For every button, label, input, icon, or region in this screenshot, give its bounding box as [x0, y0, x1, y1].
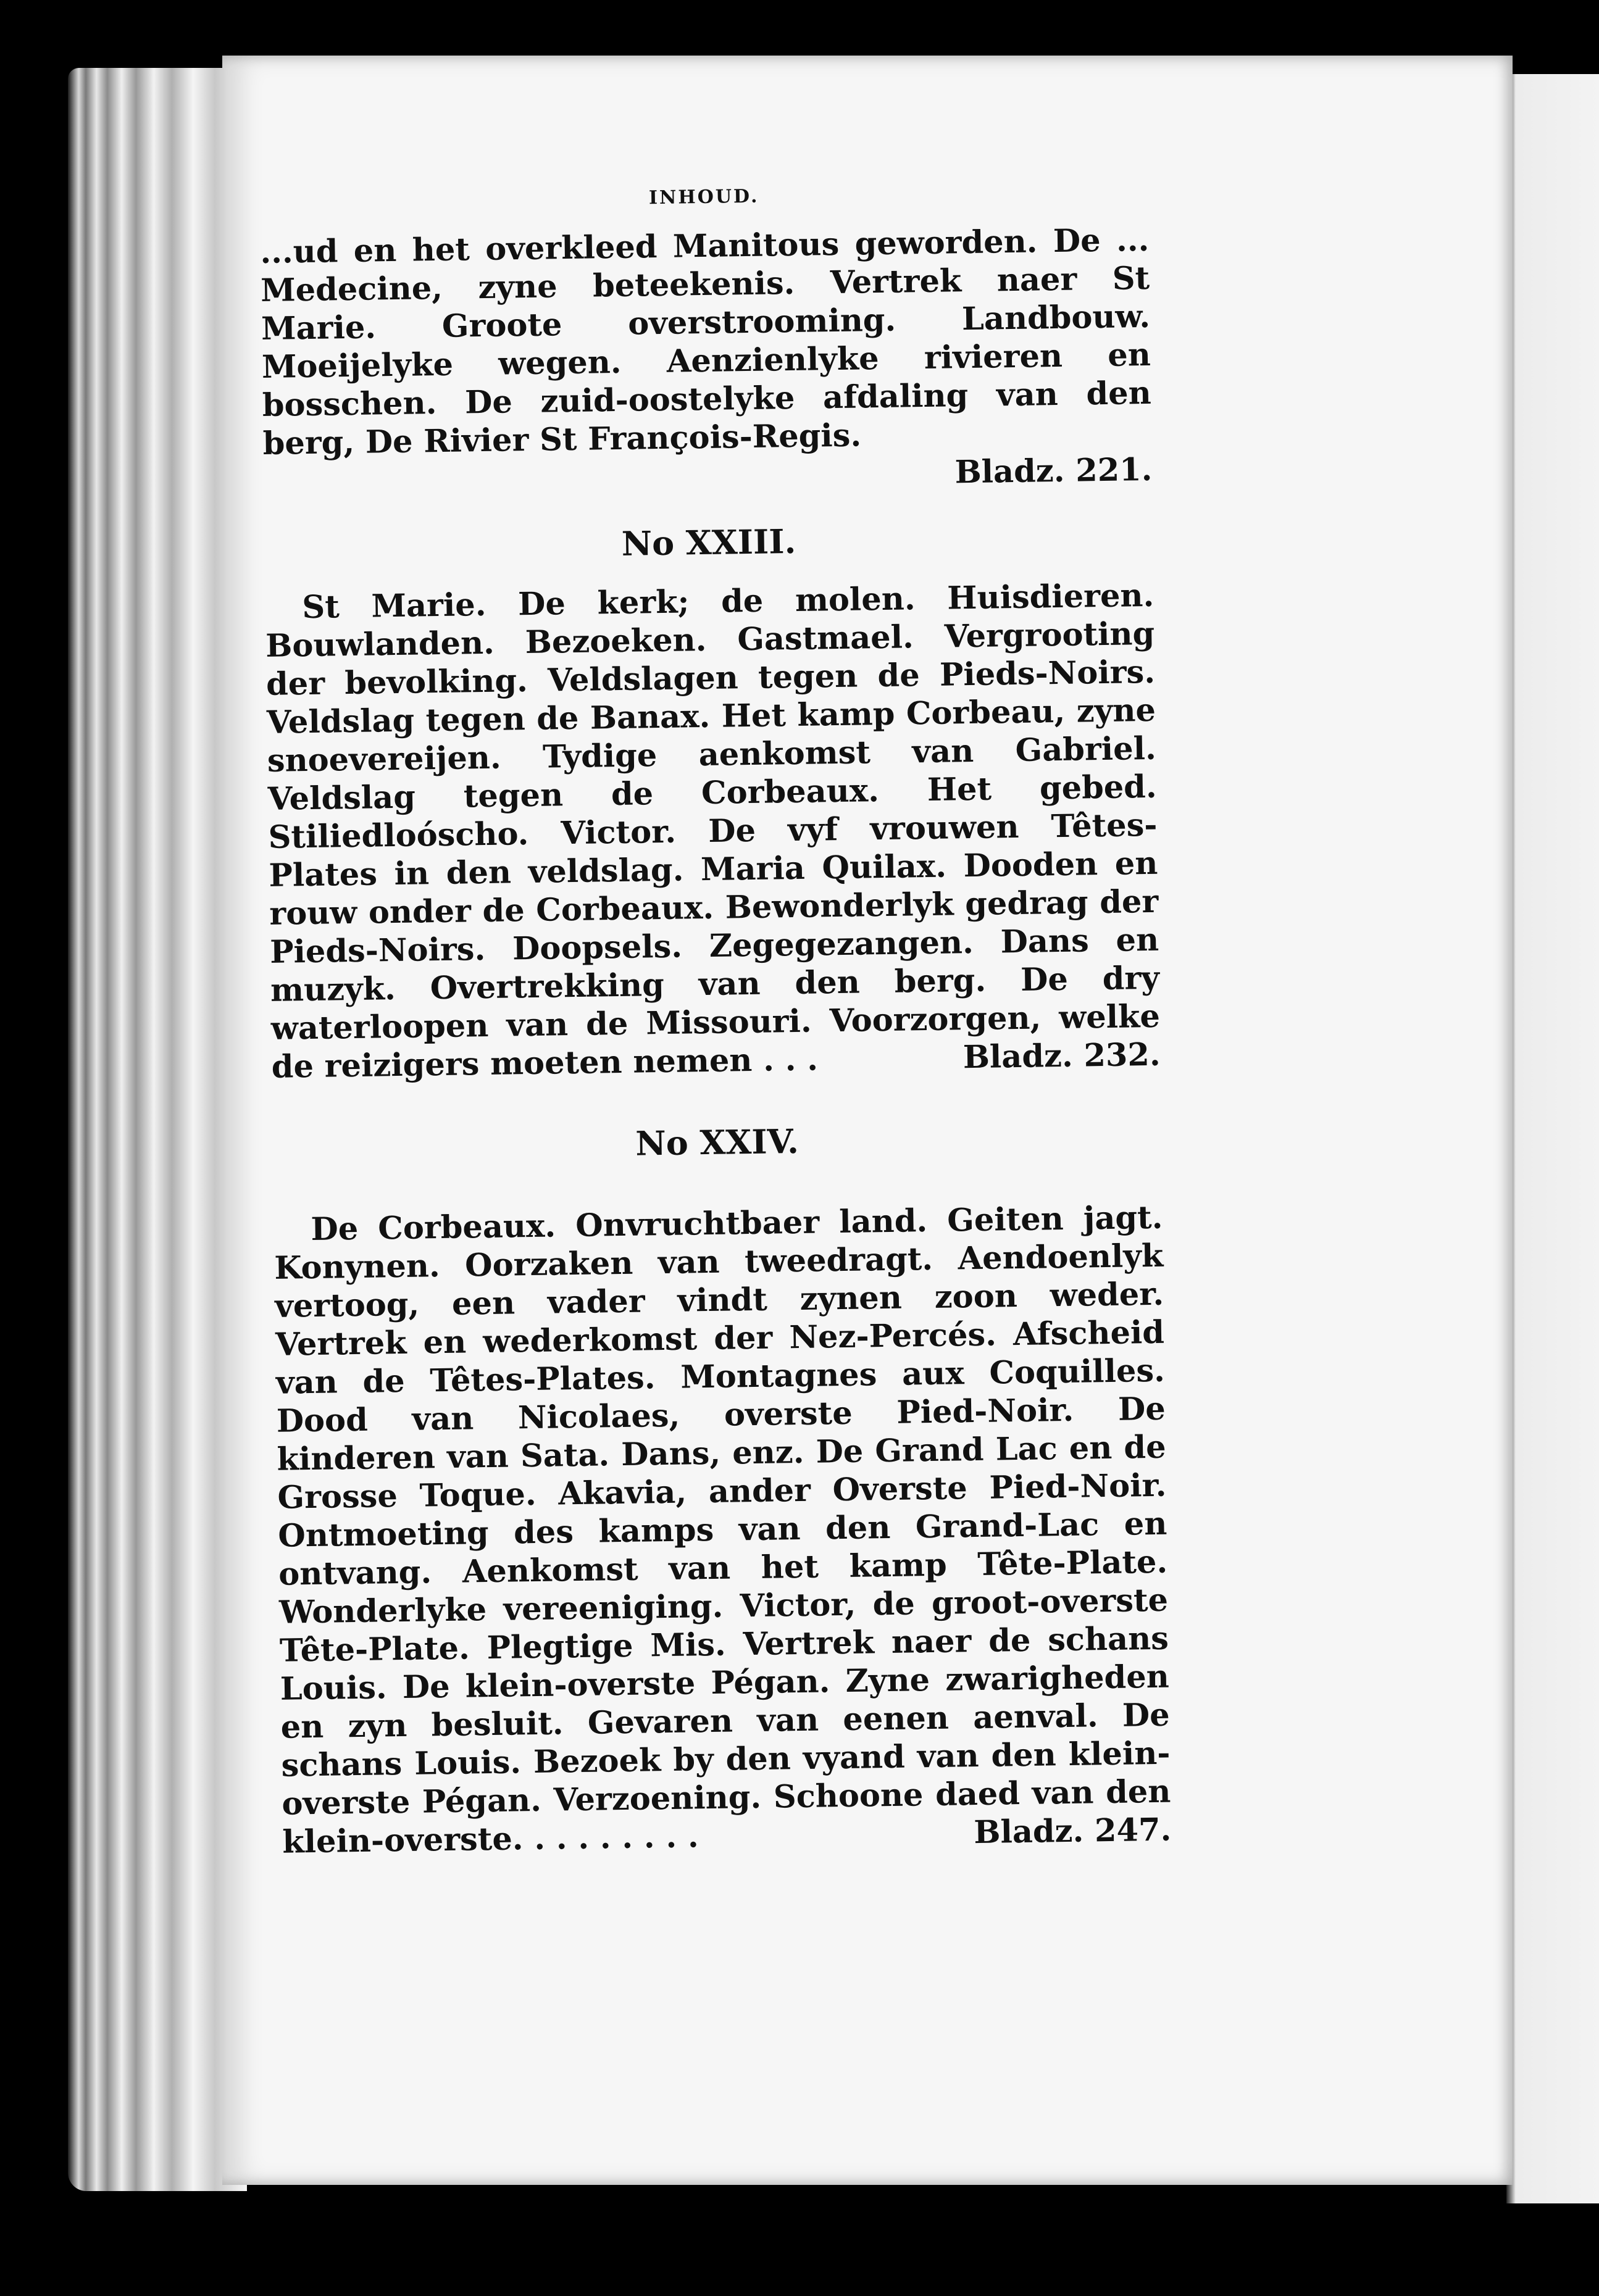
running-head: INHOUD. [648, 185, 759, 209]
section-xxiv [273, 1199, 1172, 1861]
section-summary-text: St Marie. De kerk; de molen. Huisdieren. Bouwlanden. Bezoeken. Gastmael. Vergrooting der bevolking. Veldslagen tegen de Pieds-Noirs. Veldslag tegen de Banax. Het kamp Corbeau, zyne snoevereijen. Tydige aenkomst van Gabriel. Veldslag tegen de Corbeaux. Het gebed. Stiliedloóscho. Victor. De vyf vrouwen Têtes-Plates in den veldslag. Maria Quilax. Dooden en rouw onder de Corbeaux. Bewonderlyk gedrag der Pieds-Noirs. Doopsels. Zegegezangen. Dans en muzyk. Overtrekking van den berg. De dry waterloopen van de Missouri. Voorzorgen, welke de reizigers moeten nemen . . . [265, 576, 1161, 1086]
section-summary-text: De Corbeaux. Onvruchtbaer land. Geiten jagt. Konynen. Oorzaken van tweedragt. Aendoenlyk vertoog, een vader vindt zynen zoon weder. Vertrek en wederkomst der Nez-Percés. Afscheid van de Têtes-Plates. Montagnes aux Coquilles. Dood van Nicolaes, overste Pied-Noir. De kinderen van Sata. Dans, enz. De Grand Lac en de Grosse Toque. Akavia, ander Overste Pied-Noir. Ontmoeting des kamps van den Grand-Lac en ontvang. Aenkomst van het kamp Tête-Plate. Wonderlyke vereeniging. Victor, de groot-overste Tête-Plate. Plegtige Mis. Vertrek naer de schans Louis. De klein-overste Pégan. Zyne zwarigheden en zyn besluit. Gevaren van eenen aenval. De schans Louis. Bezoek by den vyand van den klein-overste Pégan. Verzoening. Schoone daed van den klein-overste. . . . . . . . . [273, 1199, 1171, 1861]
section-summary: ...ud en het overkleed Manitous geworden. De ... Medecine, zyne beteekenis. Vertrek naer St Marie. Groote overstrooming. Landbouw. Moeijelyke wegen. Aenzienlyke rivieren en bosschen. De zuid-oostelyke afdaling van den berg, De Rivier St François-Regis. [259, 221, 1152, 462]
section-number: No XXIV. [635, 1121, 800, 1163]
page-content [259, 179, 1172, 1861]
section-number: No XXIII. [621, 521, 796, 564]
section-summary [273, 1199, 1172, 1861]
facing-page-edge [1506, 74, 1599, 2203]
section-continued [260, 221, 1153, 501]
page-edges [68, 68, 247, 2191]
section-xxiii [265, 576, 1161, 1086]
page-reference: Bladz. 247. [973, 1811, 1172, 1852]
section-summary [265, 576, 1161, 1086]
page-reference: Bladz. 221. [954, 451, 1153, 491]
page-reference: Bladz. 232. [962, 1036, 1161, 1076]
